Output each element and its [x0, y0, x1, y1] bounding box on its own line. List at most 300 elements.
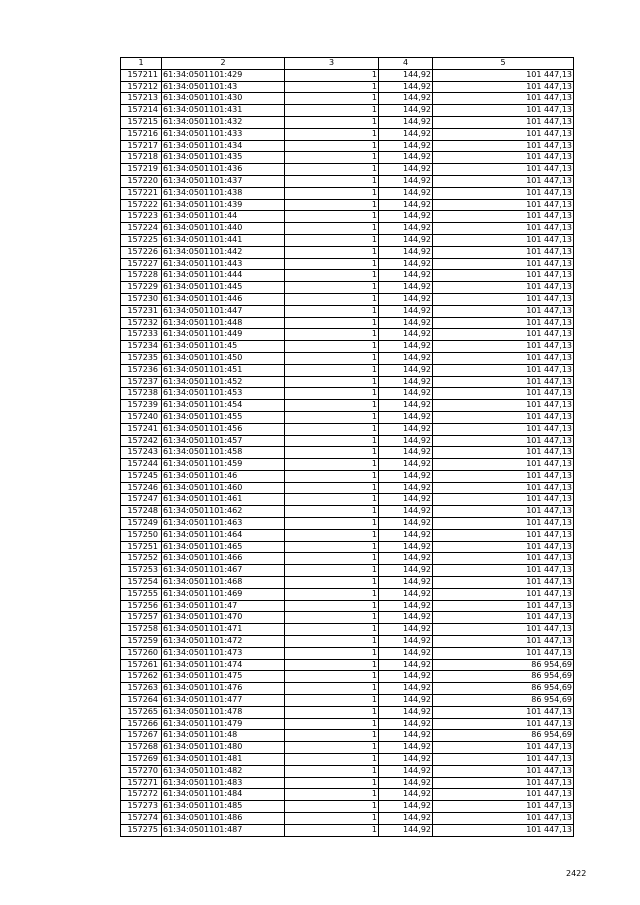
table-row: [121, 765, 574, 777]
area-cell: 144,92: [379, 140, 433, 152]
value-cell: 101 447,13: [433, 388, 574, 400]
cadastral-number-cell: 61:34:0501101:476: [162, 683, 285, 695]
value-cell: 101 447,13: [433, 600, 574, 612]
area-cell: 144,92: [379, 234, 433, 246]
row-number-cell: 157236: [121, 364, 162, 376]
area-cell: 144,92: [379, 246, 433, 258]
row-number-cell: 157225: [121, 234, 162, 246]
cadastral-number-cell: 61:34:0501101:467: [162, 565, 285, 577]
row-number-cell: 157243: [121, 447, 162, 459]
table-row: [121, 742, 574, 754]
area-cell: 144,92: [379, 352, 433, 364]
row-number-cell: 157233: [121, 329, 162, 341]
area-cell: 144,92: [379, 588, 433, 600]
cadastral-number-cell: 61:34:0501101:439: [162, 199, 285, 211]
row-number-cell: 157253: [121, 565, 162, 577]
row-number-cell: 157274: [121, 813, 162, 825]
area-cell: 144,92: [379, 459, 433, 471]
cadastral-number-cell: 61:34:0501101:441: [162, 234, 285, 246]
row-number-cell: 157239: [121, 400, 162, 412]
table-row: [121, 671, 574, 683]
count-cell: 1: [285, 824, 379, 836]
row-number-cell: 157267: [121, 730, 162, 742]
row-number-cell: 157265: [121, 706, 162, 718]
area-cell: 144,92: [379, 341, 433, 353]
count-cell: 1: [285, 470, 379, 482]
cadastral-number-cell: 61:34:0501101:456: [162, 423, 285, 435]
cadastral-number-cell: 61:34:0501101:471: [162, 624, 285, 636]
table-row: [121, 223, 574, 235]
row-number-cell: 157273: [121, 801, 162, 813]
cadastral-number-cell: 61:34:0501101:45: [162, 341, 285, 353]
row-number-cell: 157258: [121, 624, 162, 636]
area-cell: 144,92: [379, 730, 433, 742]
count-cell: 1: [285, 742, 379, 754]
column-header-3: 3: [285, 58, 379, 70]
table-row: [121, 600, 574, 612]
cadastral-number-cell: 61:34:0501101:48: [162, 730, 285, 742]
value-cell: 101 447,13: [433, 789, 574, 801]
count-cell: 1: [285, 81, 379, 93]
area-cell: 144,92: [379, 789, 433, 801]
row-number-cell: 157234: [121, 341, 162, 353]
count-cell: 1: [285, 518, 379, 530]
cadastral-number-cell: 61:34:0501101:480: [162, 742, 285, 754]
value-cell: 101 447,13: [433, 565, 574, 577]
cadastral-number-cell: 61:34:0501101:483: [162, 777, 285, 789]
value-cell: 86 954,69: [433, 730, 574, 742]
table-row: [121, 187, 574, 199]
cadastral-number-cell: 61:34:0501101:458: [162, 447, 285, 459]
value-cell: 101 447,13: [433, 636, 574, 648]
cadastral-number-cell: 61:34:0501101:479: [162, 718, 285, 730]
row-number-cell: 157257: [121, 612, 162, 624]
count-cell: 1: [285, 164, 379, 176]
area-cell: 144,92: [379, 636, 433, 648]
count-cell: 1: [285, 506, 379, 518]
count-cell: 1: [285, 706, 379, 718]
table-row: [121, 447, 574, 459]
table-row: [121, 518, 574, 530]
row-number-cell: 157256: [121, 600, 162, 612]
row-number-cell: 157248: [121, 506, 162, 518]
area-cell: 144,92: [379, 742, 433, 754]
count-cell: 1: [285, 352, 379, 364]
cadastral-number-cell: 61:34:0501101:436: [162, 164, 285, 176]
cadastral-number-cell: 61:34:0501101:472: [162, 636, 285, 648]
area-cell: 144,92: [379, 647, 433, 659]
area-cell: 144,92: [379, 187, 433, 199]
value-cell: 101 447,13: [433, 718, 574, 730]
count-cell: 1: [285, 376, 379, 388]
count-cell: 1: [285, 423, 379, 435]
table-row: [121, 435, 574, 447]
row-number-cell: 157218: [121, 152, 162, 164]
table-row: [121, 577, 574, 589]
row-number-cell: 157232: [121, 317, 162, 329]
value-cell: 101 447,13: [433, 529, 574, 541]
row-number-cell: 157240: [121, 411, 162, 423]
area-cell: 144,92: [379, 553, 433, 565]
count-cell: 1: [285, 636, 379, 648]
value-cell: 101 447,13: [433, 317, 574, 329]
count-cell: 1: [285, 69, 379, 81]
count-cell: 1: [285, 529, 379, 541]
cadastral-number-cell: 61:34:0501101:477: [162, 695, 285, 707]
table-row: [121, 93, 574, 105]
count-cell: 1: [285, 588, 379, 600]
area-cell: 144,92: [379, 494, 433, 506]
row-number-cell: 157223: [121, 211, 162, 223]
table-row: [121, 69, 574, 81]
area-cell: 144,92: [379, 364, 433, 376]
count-cell: 1: [285, 730, 379, 742]
value-cell: 101 447,13: [433, 588, 574, 600]
cadastral-number-cell: 61:34:0501101:457: [162, 435, 285, 447]
count-cell: 1: [285, 411, 379, 423]
row-number-cell: 157270: [121, 765, 162, 777]
table-row: [121, 305, 574, 317]
area-cell: 144,92: [379, 506, 433, 518]
value-cell: 101 447,13: [433, 140, 574, 152]
table-row: [121, 529, 574, 541]
cadastral-number-cell: 61:34:0501101:453: [162, 388, 285, 400]
row-number-cell: 157245: [121, 470, 162, 482]
count-cell: 1: [285, 105, 379, 117]
area-cell: 144,92: [379, 376, 433, 388]
count-cell: 1: [285, 282, 379, 294]
area-cell: 144,92: [379, 105, 433, 117]
table-row: [121, 258, 574, 270]
table-row: [121, 718, 574, 730]
table-row: [121, 388, 574, 400]
value-cell: 101 447,13: [433, 341, 574, 353]
area-cell: 144,92: [379, 93, 433, 105]
value-cell: 101 447,13: [433, 93, 574, 105]
count-cell: 1: [285, 718, 379, 730]
cadastral-number-cell: 61:34:0501101:474: [162, 659, 285, 671]
row-number-cell: 157230: [121, 293, 162, 305]
value-cell: 101 447,13: [433, 352, 574, 364]
table-row: [121, 588, 574, 600]
cadastral-number-cell: 61:34:0501101:451: [162, 364, 285, 376]
table-row: [121, 695, 574, 707]
value-cell: 101 447,13: [433, 211, 574, 223]
table-body: [121, 69, 574, 836]
row-number-cell: 157211: [121, 69, 162, 81]
value-cell: 101 447,13: [433, 541, 574, 553]
area-cell: 144,92: [379, 600, 433, 612]
cadastral-number-cell: 61:34:0501101:487: [162, 824, 285, 836]
table-row: [121, 789, 574, 801]
table-row: [121, 813, 574, 825]
row-number-cell: 157261: [121, 659, 162, 671]
row-number-cell: 157220: [121, 175, 162, 187]
value-cell: 101 447,13: [433, 234, 574, 246]
area-cell: 144,92: [379, 765, 433, 777]
row-number-cell: 157264: [121, 695, 162, 707]
cadastral-number-cell: 61:34:0501101:469: [162, 588, 285, 600]
area-cell: 144,92: [379, 777, 433, 789]
table-row: [121, 282, 574, 294]
count-cell: 1: [285, 270, 379, 282]
value-cell: 101 447,13: [433, 553, 574, 565]
table-row: [121, 659, 574, 671]
row-number-cell: 157215: [121, 116, 162, 128]
table-row: [121, 824, 574, 836]
table-row: [121, 777, 574, 789]
value-cell: 101 447,13: [433, 164, 574, 176]
area-cell: 144,92: [379, 423, 433, 435]
value-cell: 101 447,13: [433, 411, 574, 423]
cadastral-number-cell: 61:34:0501101:430: [162, 93, 285, 105]
count-cell: 1: [285, 459, 379, 471]
table-row: [121, 400, 574, 412]
row-number-cell: 157242: [121, 435, 162, 447]
value-cell: 101 447,13: [433, 400, 574, 412]
value-cell: 101 447,13: [433, 518, 574, 530]
value-cell: 101 447,13: [433, 152, 574, 164]
table-row: [121, 329, 574, 341]
area-cell: 144,92: [379, 813, 433, 825]
value-cell: 101 447,13: [433, 459, 574, 471]
area-cell: 144,92: [379, 305, 433, 317]
cadastral-number-cell: 61:34:0501101:429: [162, 69, 285, 81]
count-cell: 1: [285, 565, 379, 577]
cadastral-number-cell: 61:34:0501101:438: [162, 187, 285, 199]
row-number-cell: 157222: [121, 199, 162, 211]
row-number-cell: 157235: [121, 352, 162, 364]
area-cell: 144,92: [379, 659, 433, 671]
count-cell: 1: [285, 329, 379, 341]
cadastral-number-cell: 61:34:0501101:465: [162, 541, 285, 553]
count-cell: 1: [285, 152, 379, 164]
cadastral-number-cell: 61:34:0501101:444: [162, 270, 285, 282]
value-cell: 101 447,13: [433, 647, 574, 659]
row-number-cell: 157221: [121, 187, 162, 199]
value-cell: 101 447,13: [433, 364, 574, 376]
row-number-cell: 157238: [121, 388, 162, 400]
value-cell: 101 447,13: [433, 282, 574, 294]
count-cell: 1: [285, 400, 379, 412]
row-number-cell: 157269: [121, 754, 162, 766]
count-cell: 1: [285, 223, 379, 235]
count-cell: 1: [285, 754, 379, 766]
count-cell: 1: [285, 93, 379, 105]
cadastral-number-cell: 61:34:0501101:473: [162, 647, 285, 659]
cadastral-number-cell: 61:34:0501101:46: [162, 470, 285, 482]
row-number-cell: 157246: [121, 482, 162, 494]
count-cell: 1: [285, 199, 379, 211]
row-number-cell: 157214: [121, 105, 162, 117]
value-cell: 101 447,13: [433, 447, 574, 459]
cadastral-number-cell: 61:34:0501101:463: [162, 518, 285, 530]
area-cell: 144,92: [379, 470, 433, 482]
value-cell: 101 447,13: [433, 624, 574, 636]
area-cell: 144,92: [379, 411, 433, 423]
value-cell: 101 447,13: [433, 765, 574, 777]
cadastral-number-cell: 61:34:0501101:461: [162, 494, 285, 506]
count-cell: 1: [285, 813, 379, 825]
table-row: [121, 754, 574, 766]
value-cell: 101 447,13: [433, 801, 574, 813]
count-cell: 1: [285, 647, 379, 659]
value-cell: 101 447,13: [433, 824, 574, 836]
count-cell: 1: [285, 317, 379, 329]
table-row: [121, 553, 574, 565]
value-cell: 101 447,13: [433, 246, 574, 258]
row-number-cell: 157262: [121, 671, 162, 683]
table-row: [121, 293, 574, 305]
row-number-cell: 157252: [121, 553, 162, 565]
row-number-cell: 157259: [121, 636, 162, 648]
table-row: [121, 612, 574, 624]
row-number-cell: 157275: [121, 824, 162, 836]
cadastral-number-cell: 61:34:0501101:459: [162, 459, 285, 471]
area-cell: 144,92: [379, 81, 433, 93]
row-number-cell: 157237: [121, 376, 162, 388]
area-cell: 144,92: [379, 388, 433, 400]
cadastral-number-cell: 61:34:0501101:454: [162, 400, 285, 412]
cadastral-number-cell: 61:34:0501101:466: [162, 553, 285, 565]
count-cell: 1: [285, 116, 379, 128]
cadastral-number-cell: 61:34:0501101:43: [162, 81, 285, 93]
value-cell: 86 954,69: [433, 683, 574, 695]
table-row: [121, 506, 574, 518]
count-cell: 1: [285, 175, 379, 187]
value-cell: 101 447,13: [433, 270, 574, 282]
area-cell: 144,92: [379, 565, 433, 577]
count-cell: 1: [285, 600, 379, 612]
cadastral-number-cell: 61:34:0501101:449: [162, 329, 285, 341]
table-row: [121, 364, 574, 376]
table-row: [121, 730, 574, 742]
table-row: [121, 706, 574, 718]
value-cell: 101 447,13: [433, 128, 574, 140]
count-cell: 1: [285, 388, 379, 400]
cadastral-number-cell: 61:34:0501101:482: [162, 765, 285, 777]
row-number-cell: 157226: [121, 246, 162, 258]
area-cell: 144,92: [379, 447, 433, 459]
row-number-cell: 157254: [121, 577, 162, 589]
area-cell: 144,92: [379, 612, 433, 624]
value-cell: 101 447,13: [433, 199, 574, 211]
count-cell: 1: [285, 341, 379, 353]
value-cell: 101 447,13: [433, 423, 574, 435]
table-row: [121, 317, 574, 329]
value-cell: 101 447,13: [433, 223, 574, 235]
area-cell: 144,92: [379, 482, 433, 494]
value-cell: 101 447,13: [433, 305, 574, 317]
table-row: [121, 565, 574, 577]
table-row: [121, 164, 574, 176]
area-cell: 144,92: [379, 317, 433, 329]
table-row: [121, 246, 574, 258]
table-row: [121, 541, 574, 553]
cadastral-number-cell: 61:34:0501101:478: [162, 706, 285, 718]
count-cell: 1: [285, 482, 379, 494]
area-cell: 144,92: [379, 754, 433, 766]
table-row: [121, 647, 574, 659]
table-row: [121, 494, 574, 506]
row-number-cell: 157213: [121, 93, 162, 105]
area-cell: 144,92: [379, 199, 433, 211]
value-cell: 101 447,13: [433, 470, 574, 482]
table-row: [121, 470, 574, 482]
value-cell: 86 954,69: [433, 659, 574, 671]
row-number-cell: 157249: [121, 518, 162, 530]
value-cell: 101 447,13: [433, 813, 574, 825]
value-cell: 101 447,13: [433, 577, 574, 589]
row-number-cell: 157219: [121, 164, 162, 176]
area-cell: 144,92: [379, 270, 433, 282]
row-number-cell: 157266: [121, 718, 162, 730]
count-cell: 1: [285, 211, 379, 223]
table-row: [121, 683, 574, 695]
value-cell: 101 447,13: [433, 69, 574, 81]
count-cell: 1: [285, 683, 379, 695]
cadastral-number-cell: 61:34:0501101:455: [162, 411, 285, 423]
table-row: [121, 459, 574, 471]
count-cell: 1: [285, 695, 379, 707]
cadastral-number-cell: 61:34:0501101:462: [162, 506, 285, 518]
area-cell: 144,92: [379, 695, 433, 707]
cadastral-number-cell: 61:34:0501101:443: [162, 258, 285, 270]
row-number-cell: 157255: [121, 588, 162, 600]
area-cell: 144,92: [379, 211, 433, 223]
count-cell: 1: [285, 364, 379, 376]
value-cell: 101 447,13: [433, 777, 574, 789]
row-number-cell: 157263: [121, 683, 162, 695]
table-row: [121, 411, 574, 423]
count-cell: 1: [285, 765, 379, 777]
count-cell: 1: [285, 541, 379, 553]
area-cell: 144,92: [379, 824, 433, 836]
table-row: [121, 801, 574, 813]
page-number: 2422: [566, 869, 587, 878]
value-cell: 101 447,13: [433, 258, 574, 270]
count-cell: 1: [285, 659, 379, 671]
value-cell: 101 447,13: [433, 435, 574, 447]
cadastral-number-cell: 61:34:0501101:485: [162, 801, 285, 813]
table-row: [121, 211, 574, 223]
cadastral-number-cell: 61:34:0501101:445: [162, 282, 285, 294]
table-row: [121, 423, 574, 435]
cadastral-number-cell: 61:34:0501101:448: [162, 317, 285, 329]
cadastral-number-cell: 61:34:0501101:484: [162, 789, 285, 801]
value-cell: 101 447,13: [433, 482, 574, 494]
cadastral-number-cell: 61:34:0501101:434: [162, 140, 285, 152]
area-cell: 144,92: [379, 116, 433, 128]
count-cell: 1: [285, 577, 379, 589]
cadastral-number-cell: 61:34:0501101:470: [162, 612, 285, 624]
value-cell: 101 447,13: [433, 187, 574, 199]
area-cell: 144,92: [379, 69, 433, 81]
area-cell: 144,92: [379, 435, 433, 447]
column-header-4: 4: [379, 58, 433, 70]
count-cell: 1: [285, 140, 379, 152]
value-cell: 101 447,13: [433, 105, 574, 117]
cadastral-number-cell: 61:34:0501101:464: [162, 529, 285, 541]
table-row: [121, 341, 574, 353]
area-cell: 144,92: [379, 329, 433, 341]
table-row: [121, 128, 574, 140]
value-cell: 86 954,69: [433, 671, 574, 683]
count-cell: 1: [285, 624, 379, 636]
count-cell: 1: [285, 246, 379, 258]
area-cell: 144,92: [379, 541, 433, 553]
area-cell: 144,92: [379, 293, 433, 305]
